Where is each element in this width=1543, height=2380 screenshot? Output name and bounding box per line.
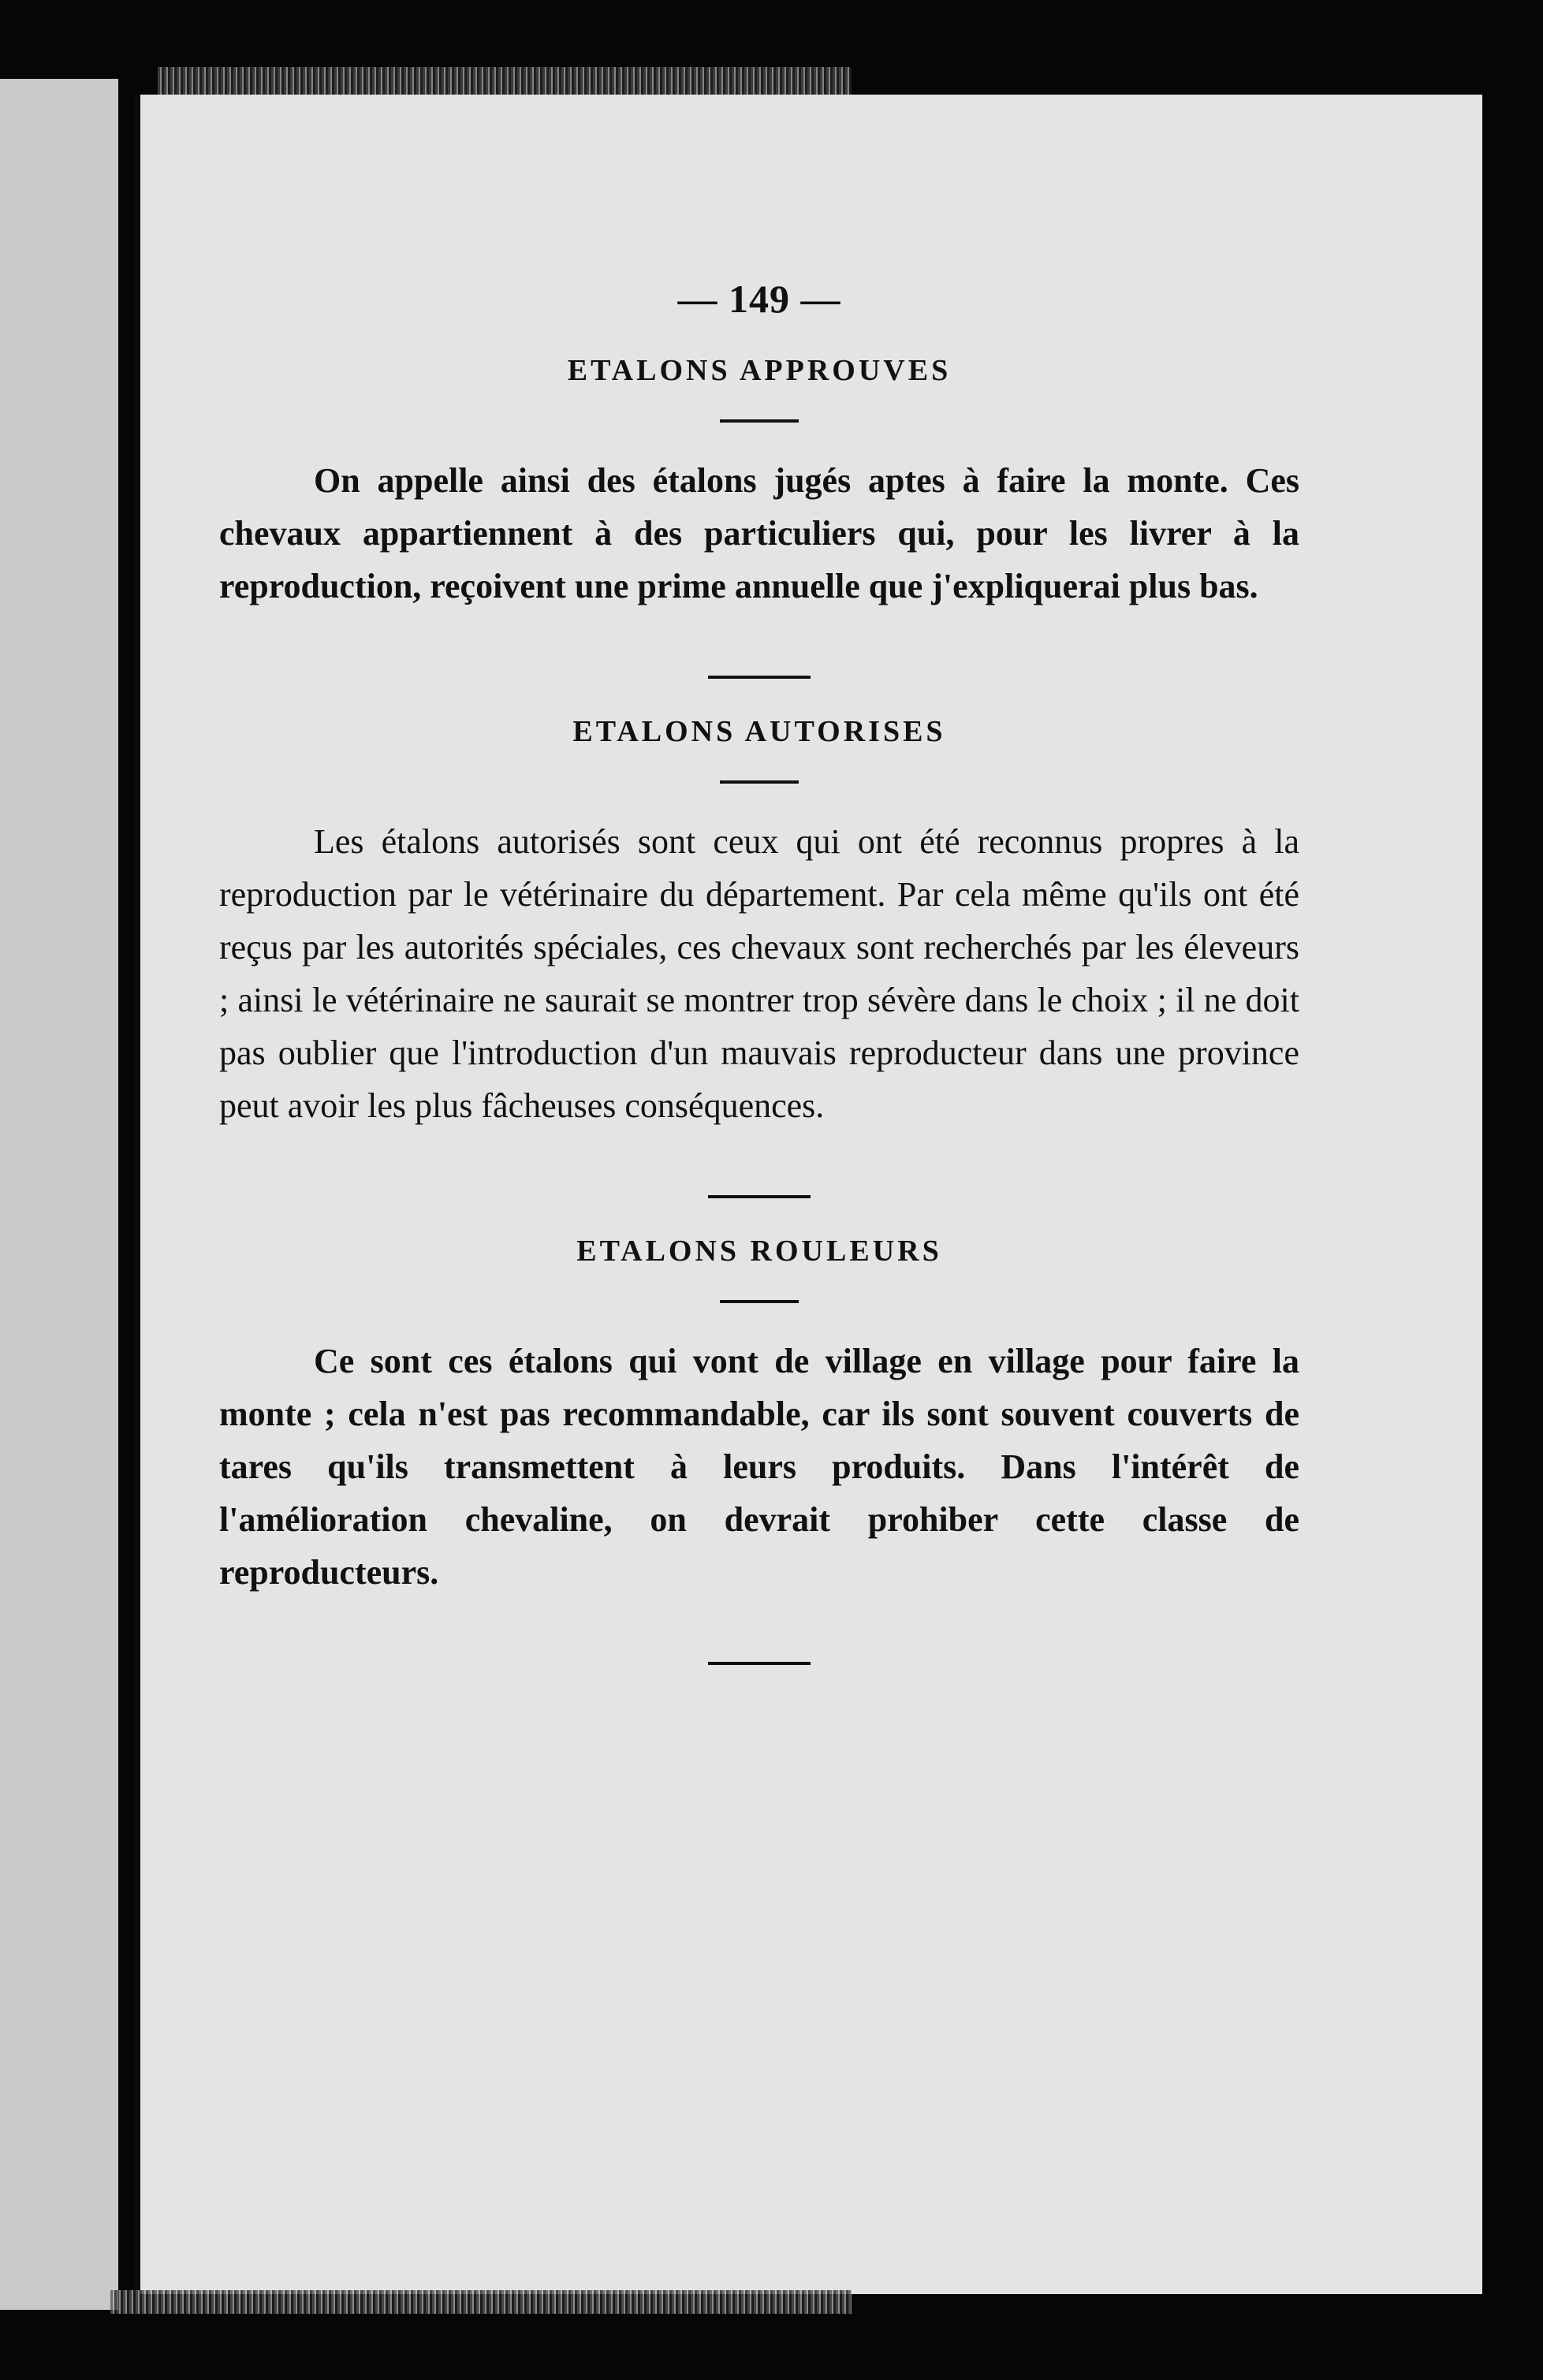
end-divider [708,1662,811,1665]
section-text-rouleurs: Ce sont ces étalons qui vont de village en village pour faire la monte ; cela n'est pas recommandable, car ils sont souvent couverts de tares qu'ils transmettent à leurs produits. Dans l'intérêt de l'amélioration chevaline, on devrait prohiber cette classe de reproducteurs. [219,1342,1299,1592]
book-page [134,95,1482,2294]
scan-bottom-border [110,2290,852,2314]
section-text-autorises: Les étalons autorisés sont ceux qui ont été reconnus propres à la reproduction par le vétérinaire du département. Par cela même qu'ils ont été reçus par les autorités spéciales, ces chevaux sont recherchés par les éleveurs ; ainsi le vétérinaire ne saurait se montrer trop sévère dans le choix ; il ne doit pas oublier que l'introduction d'un mauvais reproducteur dans une province peut avoir les plus fâcheuses conséquences. [219,822,1299,1125]
section-divider [708,676,811,679]
heading-rule [720,780,799,784]
heading-rule [720,1300,799,1303]
scan-top-border [158,67,852,99]
page-number: — 149 — [677,277,841,321]
section-heading-autorises: ETALONS AUTORISES [572,715,946,748]
heading-rule [720,419,799,423]
page-content [219,276,1299,1700]
section-divider [708,1195,811,1198]
section-heading-rouleurs: ETALONS ROULEURS [576,1235,942,1268]
adjacent-page-edge [0,79,118,2310]
section-text-approuves: On appelle ainsi des étalons jugés aptes à faire la monte. Ces chevaux appartiennent à des particuliers qui, pour les livrer à la reproduction, reçoivent une prime annuelle que j'expliquerai plus bas. [219,461,1299,605]
section-heading-approuves: ETALONS APPROUVES [567,354,952,387]
